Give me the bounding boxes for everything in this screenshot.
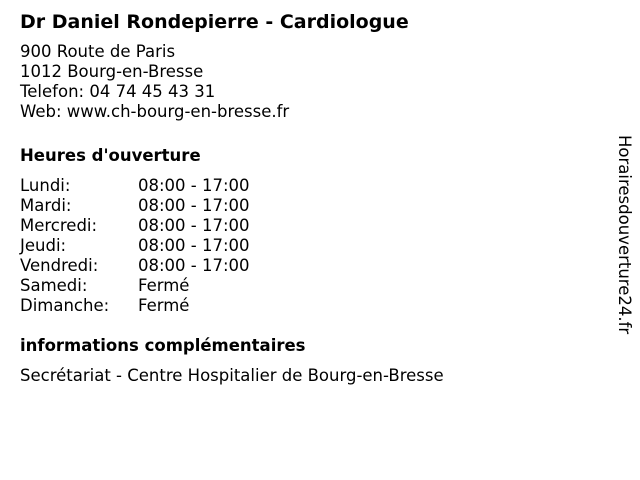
address-block: [20, 42, 600, 122]
time-value: 08:00 - 17:00: [138, 256, 250, 275]
day-label: Mardi:: [20, 196, 72, 215]
hours-row-friday: [20, 256, 600, 276]
time-value: 08:00 - 17:00: [138, 236, 250, 255]
day-label: Dimanche:: [20, 296, 110, 315]
day-label: Jeudi:: [20, 236, 67, 255]
time-value: Fermé: [138, 296, 190, 315]
time-value: 08:00 - 17:00: [138, 176, 250, 195]
day-label: Mercredi:: [20, 216, 98, 235]
day-label: Lundi:: [20, 176, 71, 195]
hours-row-wednesday: [20, 216, 600, 236]
city-address: 1012 Bourg-en-Bresse: [20, 62, 204, 81]
hours-heading: Heures d'ouverture: [20, 146, 201, 165]
time-value: 08:00 - 17:00: [138, 216, 250, 235]
hours-row-thursday: [20, 236, 600, 256]
time-value: Fermé: [138, 276, 190, 295]
page-title: Dr Daniel Rondepierre - Cardiologue: [20, 11, 409, 33]
hours-row-monday: [20, 176, 600, 196]
phone-number: Telefon: 04 74 45 43 31: [20, 82, 216, 101]
watermark-text: Horairesdouverture24.fr: [615, 135, 634, 335]
business-card: [20, 10, 600, 386]
day-label: Samedi:: [20, 276, 88, 295]
website: Web: www.ch-bourg-en-bresse.fr: [20, 102, 290, 121]
day-label: Vendredi:: [20, 256, 99, 275]
info-heading: informations complémentaires: [20, 336, 306, 355]
time-value: 08:00 - 17:00: [138, 196, 250, 215]
hours-row-saturday: [20, 276, 600, 296]
info-text: Secrétariat - Centre Hospitalier de Bourg-en-Bresse: [20, 366, 444, 385]
hours-table: [20, 176, 600, 316]
hours-row-tuesday: [20, 196, 600, 216]
street-address: 900 Route de Paris: [20, 42, 176, 61]
hours-row-sunday: [20, 296, 600, 316]
